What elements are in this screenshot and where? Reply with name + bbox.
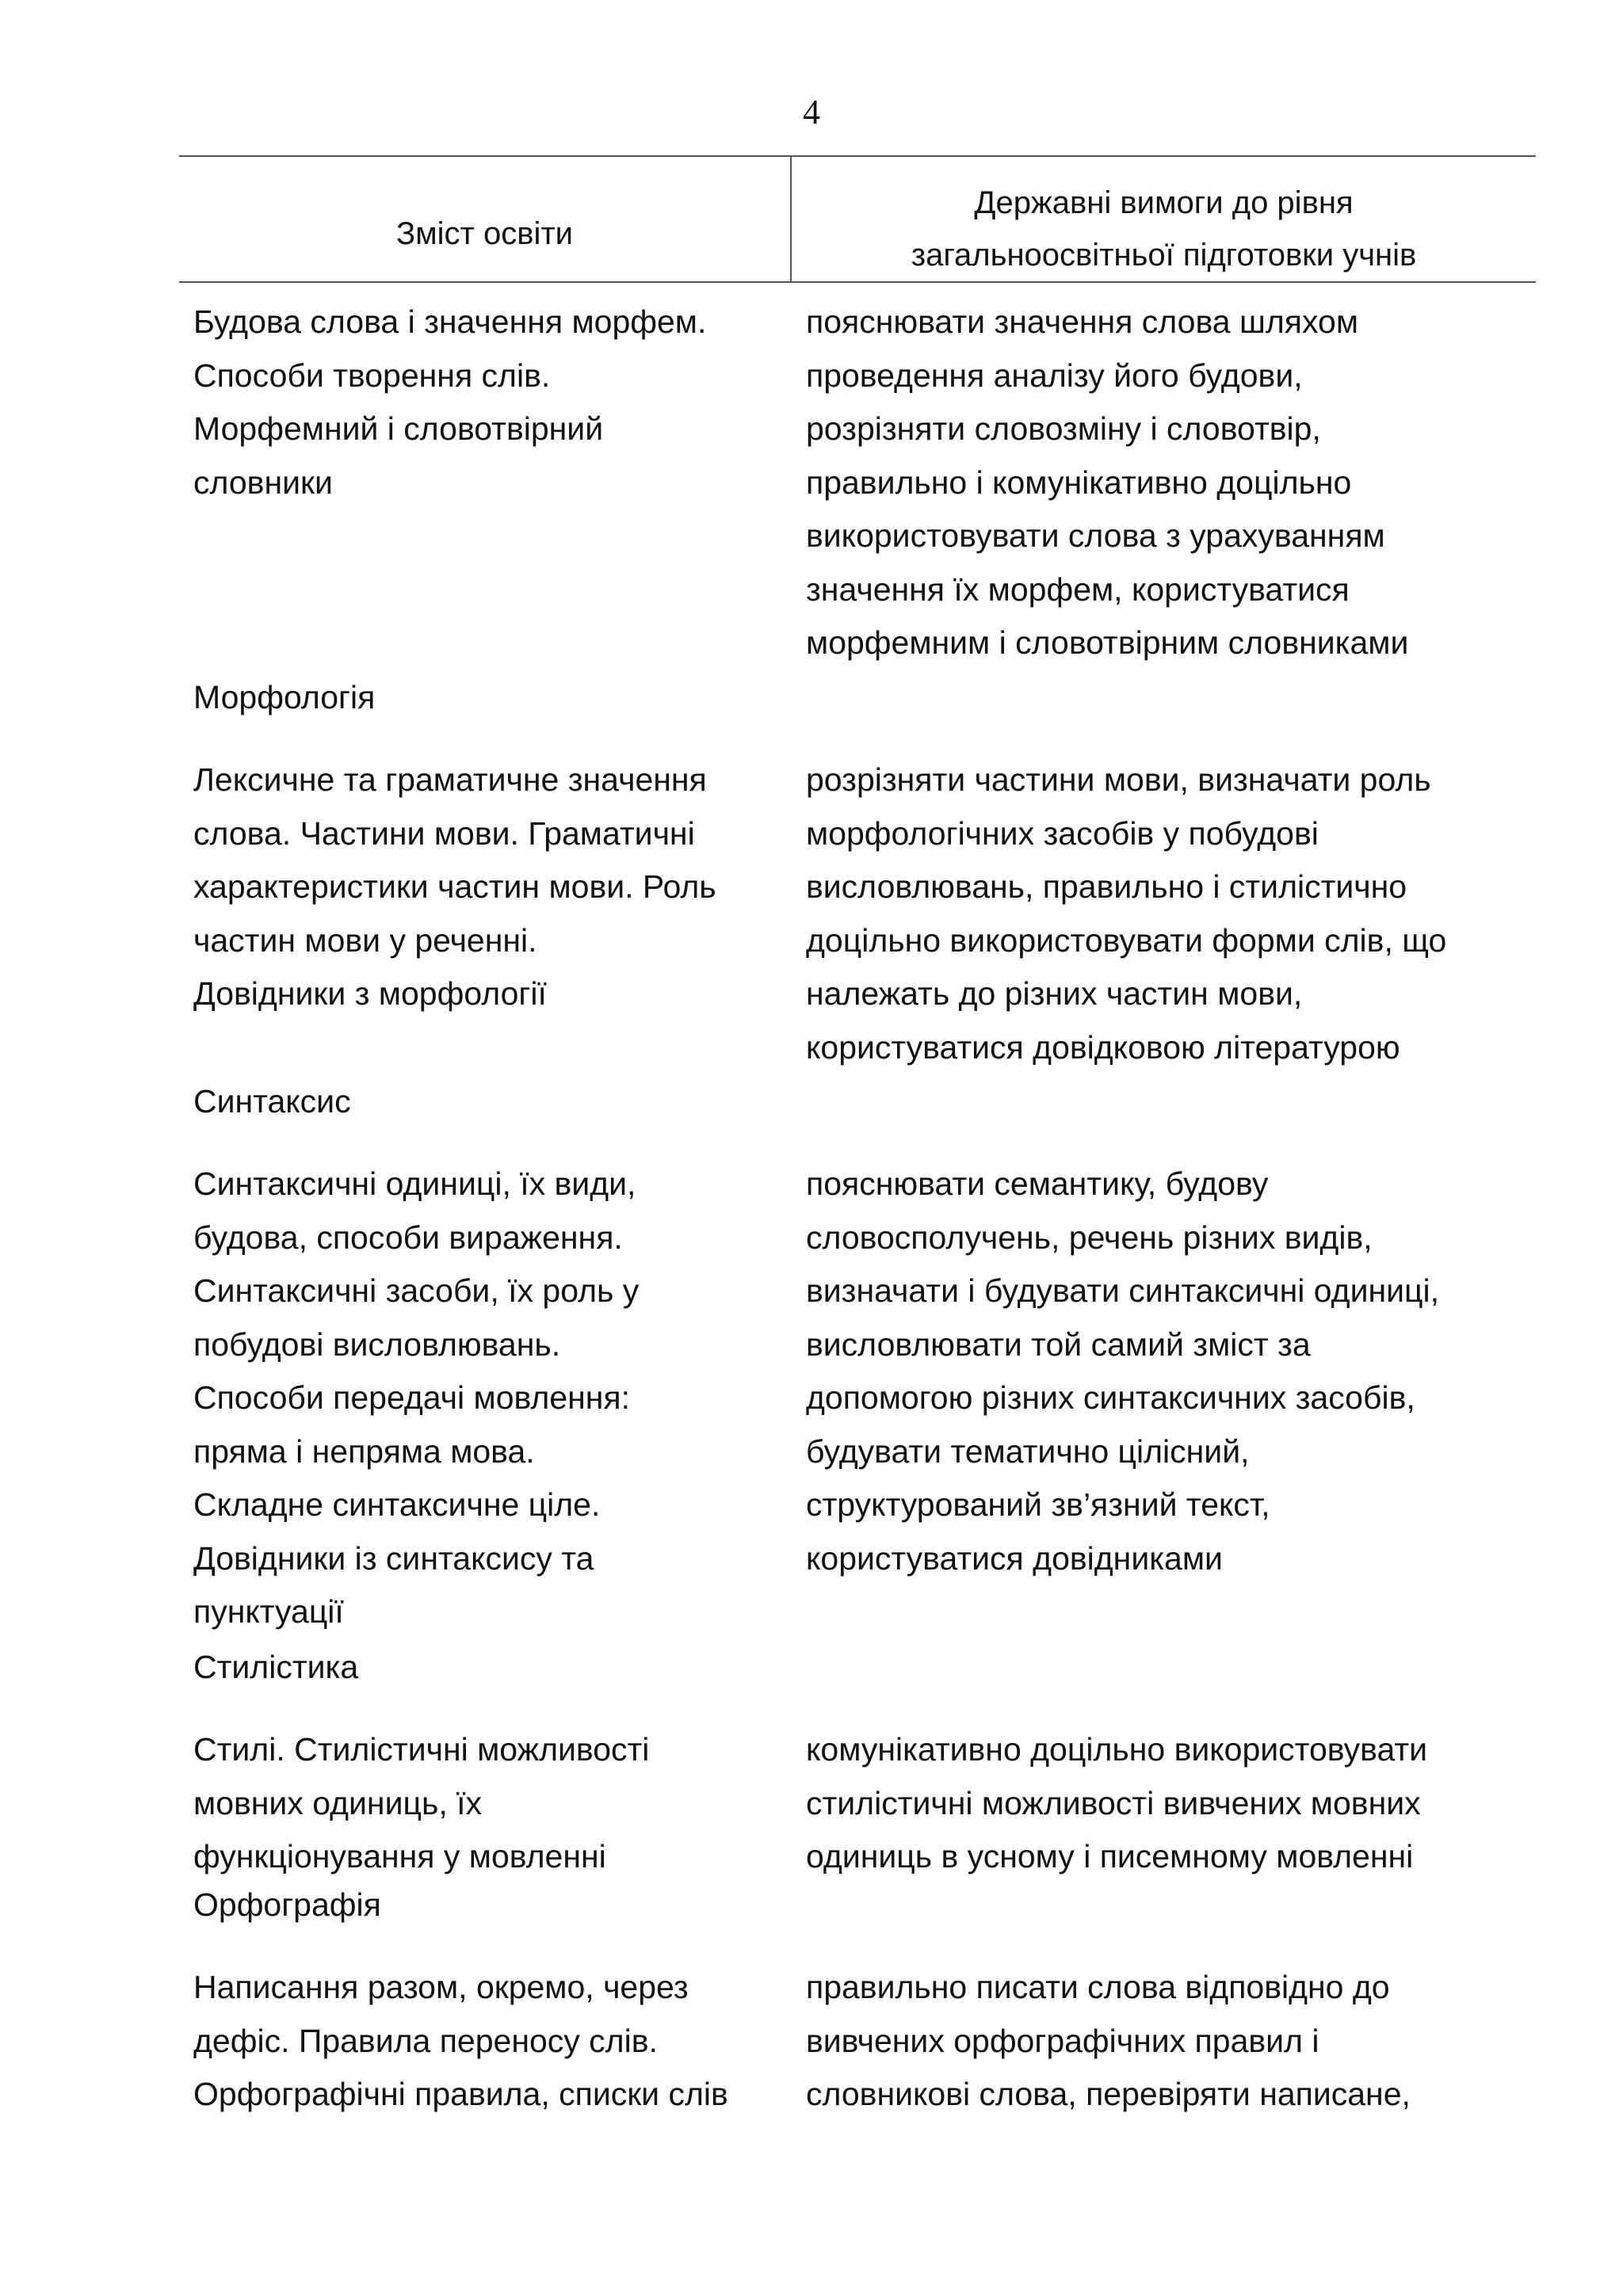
table-row — [179, 296, 1536, 684]
requirements-cell: пояснювати значення слова шляхом проведення аналізу його будови, розрізняти словозміну і словотвір, правильно і комунікативно доцільно використовувати слова з урахуванням значення їх морфем, користуватися морфемним і словотвірним словниками — [806, 303, 1409, 661]
table-row — [179, 1723, 1536, 1891]
table-body — [179, 296, 1536, 2135]
table-header — [179, 155, 1536, 283]
requirements-cell: розрізняти частини мови, визначати роль морфологічних засобів у побудові висловлювань, правильно і стилістично доцільно використовувати форми слів, що належать до різних частин мови, користуватися довідковою літературою — [806, 761, 1447, 1066]
section-row — [179, 679, 1536, 753]
content-cell: Написання разом, окремо, через дефіс. Правила переносу слів. Орфографічні правила, списки слів — [193, 1969, 728, 2112]
content-cell: Синтаксичні одиниці, їх види, будова, способи вираження. Синтаксичні засоби, їх роль у побудові висловлювань. Способи передачі мовлення: пряма і непряма мова. Складне синтаксичне ціле. Довідники із синтаксису та пунктуації — [193, 1165, 640, 1630]
section-title: Стилістика — [193, 1649, 359, 1685]
curriculum-table — [179, 155, 1536, 2135]
table-row — [179, 1961, 1536, 2135]
header-requirements-column: Державні вимоги до рівня загальноосвітньої підготовки учнів — [911, 185, 1417, 273]
requirements-cell: пояснювати семантику, будову словосполучень, речень різних видів, визначати і будувати синтаксичні одиниці, висловлювати той самий зміст за допомогою різних синтаксичних засобів, будувати тематично цілісний, структурований зв’язний текст, користуватися довідниками — [806, 1165, 1440, 1577]
table-row — [179, 753, 1536, 1088]
content-cell: Будова слова і значення морфем. Способи творення слів. Морфемний і словотвірний словники — [193, 303, 707, 501]
content-cell: Лексичне та граматичне значення слова. Частини мови. Граматичні характеристики частин мови. Роль частин мови у реченні. Довідники з морфології — [193, 761, 716, 1012]
section-title: Орфографія — [193, 1886, 381, 1923]
section-title: Синтаксис — [193, 1083, 351, 1119]
page-number: 4 — [803, 93, 820, 132]
section-row — [179, 1649, 1536, 1723]
header-content-column: Зміст освіти — [395, 216, 574, 251]
section-row — [179, 1886, 1536, 1961]
requirements-cell: комунікативно доцільно використовувати стилістичні можливості вивчених мовних одиниць в усному і писемному мовленні — [806, 1731, 1428, 1875]
table-row — [179, 1158, 1536, 1653]
content-cell: Стилі. Стилістичні можливості мовних одиниць, їх функціонування у мовленні — [193, 1731, 650, 1875]
requirements-cell: правильно писати слова відповідно до вивчених орфографічних правил і словникові слова, перевіряти написане, — [806, 1969, 1411, 2112]
section-row — [179, 1083, 1536, 1158]
section-title: Морфологія — [193, 679, 376, 715]
